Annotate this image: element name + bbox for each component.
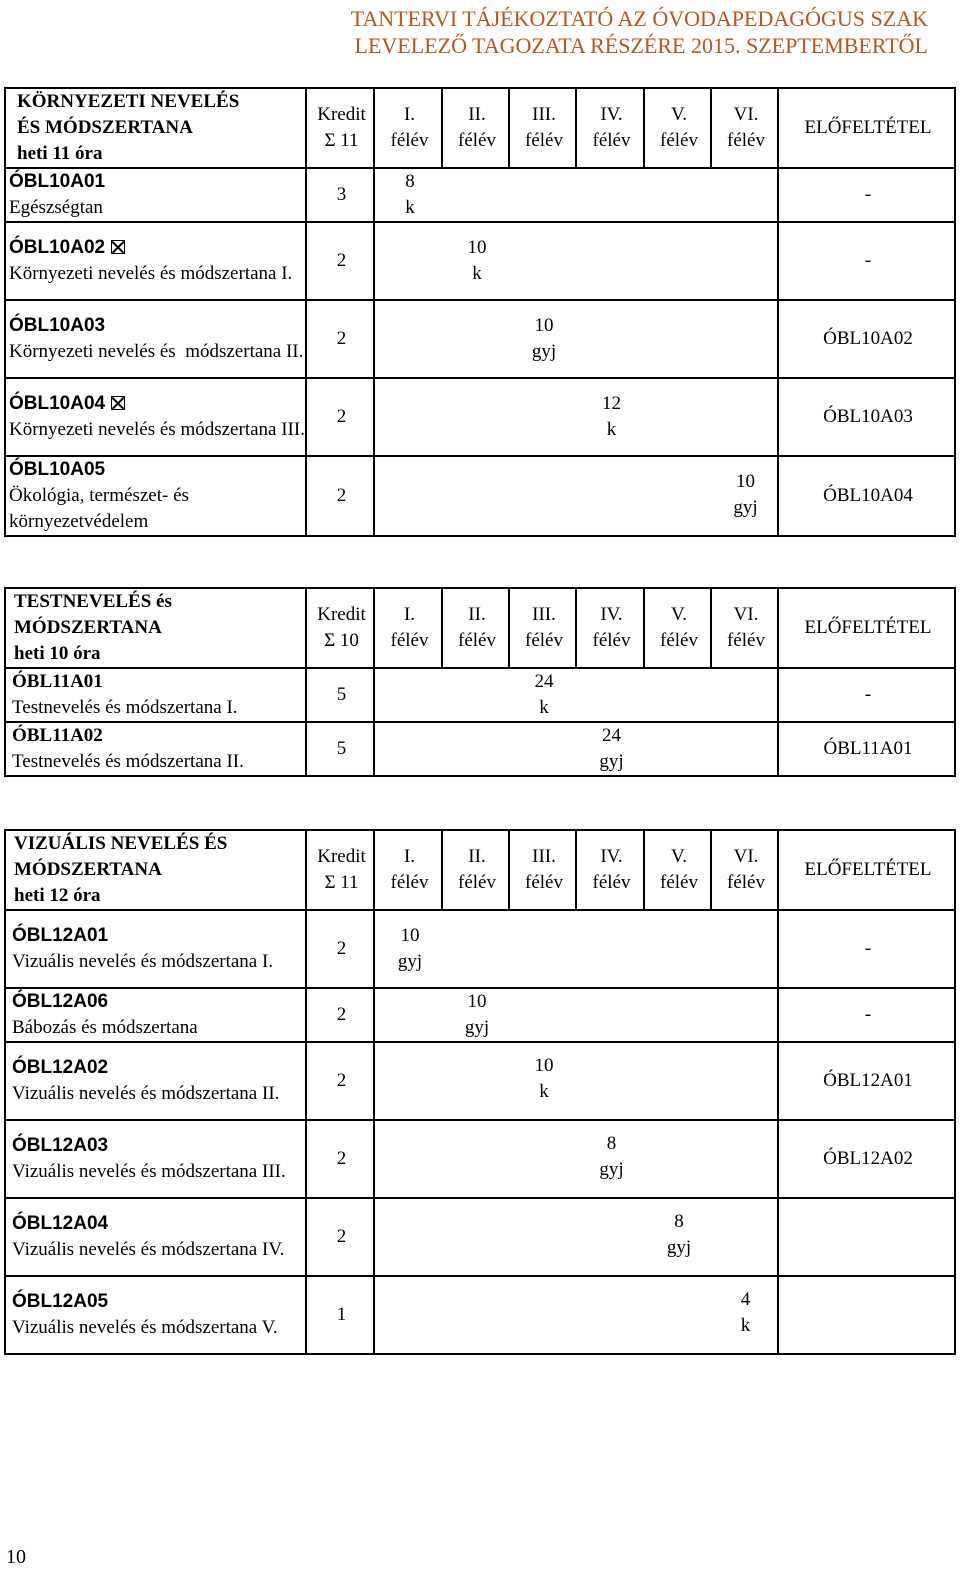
hours-value: 10	[400, 925, 420, 946]
course-code: ÓBL12A02	[12, 1057, 109, 1078]
semester-label: V.	[670, 846, 688, 867]
semester-cell	[711, 300, 778, 378]
semester-cell	[576, 910, 644, 988]
course-title: Vizuális nevelés és módszertana I.	[12, 951, 274, 972]
course-row	[5, 988, 955, 1042]
course-code-text: ÓBL10A02	[9, 237, 106, 258]
semester-cell	[509, 1276, 576, 1354]
felev-label: félév	[458, 130, 496, 151]
semester-cell	[644, 1198, 711, 1276]
course-row	[5, 1120, 955, 1198]
course-row	[5, 300, 955, 378]
course-row	[5, 168, 955, 222]
exam-type: gyj	[531, 341, 557, 362]
semester-cell	[509, 722, 576, 776]
course-code: ÓBL11A01	[12, 671, 103, 692]
semester-header	[576, 830, 644, 910]
felev-label: félév	[592, 872, 631, 893]
felev-label: félév	[727, 872, 765, 893]
kredit-label: Kredit	[317, 604, 366, 625]
kredit-value: 2	[306, 300, 374, 378]
title-line: ÉS MÓDSZERTANA	[17, 117, 193, 138]
prerequisite-header: ELŐFELTÉTEL	[778, 588, 955, 668]
course-code: ÓBL12A06	[12, 991, 109, 1012]
course-row	[5, 378, 955, 456]
semester-cell	[711, 988, 778, 1042]
curriculum-table-visual	[4, 829, 956, 1355]
course-code: ÓBL10A05	[9, 459, 106, 480]
kredit-value: 1	[306, 1276, 374, 1354]
semester-label: I.	[403, 604, 416, 625]
semester-cell	[509, 456, 576, 536]
course-name-cell	[5, 1276, 306, 1354]
prerequisite-value: -	[778, 910, 955, 988]
semester-cell	[442, 1042, 509, 1120]
felev-label: félév	[525, 630, 563, 651]
felev-label: félév	[727, 130, 765, 151]
page-header-line1: TANTERVI TÁJÉKOZTATÓ AZ ÓVODAPEDAGÓGUS SZAK	[350, 6, 928, 31]
hours-value: 24	[602, 725, 621, 746]
semester-cell	[509, 1042, 576, 1120]
semester-cell	[576, 300, 644, 378]
semester-cell	[442, 1198, 509, 1276]
felev-label: félév	[390, 872, 429, 893]
semester-cell	[644, 456, 711, 536]
semester-cell	[442, 300, 509, 378]
semester-cell	[711, 1120, 778, 1198]
semester-cell	[576, 1042, 644, 1120]
felev-label: félév	[458, 872, 496, 893]
course-title: Vizuális nevelés és módszertana II.	[12, 1083, 280, 1104]
semester-cell	[711, 910, 778, 988]
hours-value: 10	[467, 237, 487, 258]
course-name-cell	[5, 722, 306, 776]
course-row	[5, 1276, 955, 1354]
felev-label: félév	[525, 130, 563, 151]
felev-label: félév	[660, 630, 698, 651]
prerequisite-value	[778, 1198, 955, 1276]
hours-value: 8	[606, 1133, 617, 1154]
course-name-cell	[5, 378, 306, 456]
course-code	[9, 391, 305, 417]
semester-label: VI.	[733, 846, 759, 867]
semester-cell	[442, 988, 509, 1042]
course-row	[5, 1198, 955, 1276]
exam-type: k	[539, 1081, 549, 1102]
kredit-value: 2	[306, 910, 374, 988]
course-name-cell	[5, 1120, 306, 1198]
semester-header	[711, 830, 778, 910]
semester-cell	[374, 668, 442, 722]
semester-cell	[442, 722, 509, 776]
prerequisite-value: ÓBL10A03	[778, 378, 955, 456]
semester-header	[509, 830, 576, 910]
semester-cell	[644, 168, 711, 222]
semester-cell	[509, 668, 576, 722]
semester-cell	[442, 168, 509, 222]
semester-cell	[442, 668, 509, 722]
semester-cell	[442, 456, 509, 536]
course-code: ÓBL10A03	[9, 315, 106, 336]
semester-cell	[374, 1276, 442, 1354]
prerequisite-value: ÓBL10A02	[778, 300, 955, 378]
exam-type: gyj	[397, 951, 423, 972]
felev-label: félév	[525, 872, 563, 893]
kredit-header	[306, 88, 374, 168]
semester-cell	[374, 222, 442, 300]
semester-label: IV.	[600, 604, 623, 625]
exam-type: k	[740, 1315, 751, 1336]
title-line: MÓDSZERTANA	[14, 617, 162, 638]
exam-type: k	[606, 419, 617, 440]
semester-cell	[509, 300, 576, 378]
semester-cell	[644, 668, 711, 722]
prerequisite-value: ÓBL11A01	[778, 722, 955, 776]
semester-cell	[374, 722, 442, 776]
course-title: Vizuális nevelés és módszertana IV.	[12, 1239, 285, 1260]
semester-cell	[576, 168, 644, 222]
course-name-cell	[5, 222, 306, 300]
semester-label: I.	[403, 104, 416, 125]
page-header-line2: LEVELEZŐ TAGOZATA RÉSZÉRE 2015. SZEPTEMBERTŐL	[354, 33, 928, 58]
kredit-label: Kredit	[317, 104, 366, 125]
felev-label: félév	[660, 872, 698, 893]
semester-cell	[711, 1276, 778, 1354]
felev-label: félév	[390, 130, 429, 151]
hours-value: 10	[467, 991, 487, 1012]
kredit-sum: Σ 10	[324, 630, 359, 651]
semester-label: III.	[532, 104, 556, 125]
course-row	[5, 222, 955, 300]
semester-header	[442, 88, 509, 168]
hours-value: 10	[736, 471, 755, 492]
kredit-label: Kredit	[317, 846, 366, 867]
semester-cell	[374, 988, 442, 1042]
semester-cell	[509, 1198, 576, 1276]
hours-value: 10	[534, 1055, 554, 1076]
course-title: Bábozás és módszertana	[12, 1017, 198, 1038]
title-line: VIZUÁLIS NEVELÉS ÉS	[14, 833, 228, 854]
semester-cell	[644, 300, 711, 378]
semester-cell	[644, 988, 711, 1042]
semester-cell	[644, 910, 711, 988]
prerequisite-value: -	[778, 668, 955, 722]
semester-header	[374, 88, 442, 168]
kredit-value: 2	[306, 378, 374, 456]
prerequisite-value: ÓBL12A01	[778, 1042, 955, 1120]
kredit-value: 5	[306, 668, 374, 722]
felev-label: félév	[390, 630, 429, 651]
kredit-value: 2	[306, 222, 374, 300]
felev-label: félév	[727, 630, 765, 651]
course-code: ÓBL10A01	[9, 171, 106, 192]
semester-label: II.	[468, 846, 486, 867]
semester-header	[711, 88, 778, 168]
hours-value: 4	[740, 1289, 751, 1310]
course-name-cell	[5, 910, 306, 988]
prerequisite-value: -	[778, 168, 955, 222]
semester-header	[374, 830, 442, 910]
subject-group-title	[5, 588, 306, 668]
semester-cell	[442, 910, 509, 988]
course-title: Vizuális nevelés és módszertana V.	[12, 1317, 278, 1338]
kredit-value: 5	[306, 722, 374, 776]
course-title: Környezeti nevelés és módszertana II.	[9, 341, 304, 362]
prerequisite-value: -	[778, 988, 955, 1042]
semester-cell	[711, 668, 778, 722]
semester-cell	[576, 668, 644, 722]
semester-cell	[711, 456, 778, 536]
title-line: KÖRNYEZETI NEVELÉS	[17, 91, 240, 112]
semester-cell	[576, 456, 644, 536]
course-code: ÓBL12A03	[12, 1135, 109, 1156]
semester-cell	[374, 456, 442, 536]
semester-cell	[576, 722, 644, 776]
semester-cell	[442, 1276, 509, 1354]
semester-cell	[644, 1042, 711, 1120]
semester-cell	[711, 1198, 778, 1276]
semester-label: V.	[670, 604, 688, 625]
checkbox-crossed-icon	[111, 396, 125, 410]
title-line: MÓDSZERTANA	[14, 859, 162, 880]
table-header-row	[5, 588, 955, 668]
kredit-value: 2	[306, 988, 374, 1042]
semester-cell	[509, 222, 576, 300]
semester-cell	[374, 378, 442, 456]
semester-cell	[374, 1198, 442, 1276]
prerequisite-value: ÓBL12A02	[778, 1120, 955, 1198]
prerequisite-value: -	[778, 222, 955, 300]
semester-cell	[374, 300, 442, 378]
semester-label: II.	[468, 604, 486, 625]
semester-header	[576, 88, 644, 168]
page-number: 10	[6, 1546, 26, 1568]
course-name-cell	[5, 668, 306, 722]
hours-value: 8	[405, 171, 415, 192]
semester-cell	[509, 1120, 576, 1198]
semester-cell	[576, 1276, 644, 1354]
exam-type: k	[472, 263, 482, 284]
exam-type: gyj	[464, 1017, 490, 1038]
semester-cell	[711, 168, 778, 222]
course-title: Vizuális nevelés és módszertana III.	[12, 1161, 286, 1182]
course-code	[9, 235, 305, 261]
course-title: Környezeti nevelés és módszertana III.	[9, 419, 305, 440]
curriculum-table-environmental	[4, 87, 956, 537]
semester-cell	[442, 378, 509, 456]
semester-label: V.	[670, 104, 688, 125]
kredit-header	[306, 588, 374, 668]
felev-label: félév	[458, 630, 496, 651]
kredit-value: 2	[306, 1198, 374, 1276]
course-name-cell	[5, 456, 306, 536]
hours-value: 8	[674, 1211, 684, 1232]
hours-value: 12	[602, 393, 621, 414]
semester-cell	[644, 1276, 711, 1354]
felev-label: félév	[660, 130, 698, 151]
semester-header	[509, 588, 576, 668]
semester-cell	[374, 1042, 442, 1120]
semester-label: VI.	[733, 104, 759, 125]
course-title: Testnevelés és módszertana II.	[12, 751, 244, 772]
title-line: heti 10 óra	[14, 643, 101, 664]
title-line: TESTNEVELÉS és	[14, 591, 172, 612]
course-code: ÓBL11A02	[12, 725, 103, 746]
semester-cell	[576, 988, 644, 1042]
semester-cell	[576, 1120, 644, 1198]
semester-cell	[442, 222, 509, 300]
course-name-cell	[5, 300, 306, 378]
course-name-cell	[5, 1042, 306, 1120]
prerequisite-header: ELŐFELTÉTEL	[778, 830, 955, 910]
semester-label: VI.	[733, 604, 759, 625]
prerequisite-value	[778, 1276, 955, 1354]
course-code: ÓBL12A04	[12, 1213, 109, 1234]
prerequisite-value: ÓBL10A04	[778, 456, 955, 536]
semester-header	[644, 588, 711, 668]
exam-type: gyj	[733, 497, 758, 518]
course-code: ÓBL12A01	[12, 925, 109, 946]
checkbox-crossed-icon	[111, 240, 125, 254]
semester-cell	[576, 222, 644, 300]
exam-type: gyj	[599, 751, 624, 772]
semester-cell	[711, 222, 778, 300]
semester-label: I.	[403, 846, 416, 867]
semester-cell	[711, 1042, 778, 1120]
semester-cell	[509, 988, 576, 1042]
course-name-cell	[5, 168, 306, 222]
course-name-cell	[5, 1198, 306, 1276]
prerequisite-header: ELŐFELTÉTEL	[778, 88, 955, 168]
kredit-value: 2	[306, 1042, 374, 1120]
table-header-row	[5, 830, 955, 910]
semester-cell	[711, 722, 778, 776]
course-title: Egészségtan	[9, 197, 103, 218]
felev-label: félév	[592, 130, 631, 151]
semester-header	[374, 588, 442, 668]
course-title: Környezeti nevelés és módszertana I.	[9, 263, 293, 284]
semester-header	[576, 588, 644, 668]
course-title: Ökológia, természet- és környezetvédelem	[9, 485, 189, 532]
semester-cell	[509, 168, 576, 222]
felev-label: félév	[592, 630, 631, 651]
semester-cell	[576, 1198, 644, 1276]
kredit-sum: Σ 11	[324, 872, 359, 893]
exam-type: gyj	[599, 1159, 624, 1180]
semester-label: IV.	[600, 846, 623, 867]
semester-label: III.	[532, 846, 556, 867]
course-code-text: ÓBL10A04	[9, 393, 106, 414]
kredit-value: 2	[306, 1120, 374, 1198]
semester-header	[644, 88, 711, 168]
semester-cell	[509, 378, 576, 456]
semester-label: IV.	[600, 104, 623, 125]
exam-type: gyj	[666, 1237, 692, 1258]
course-row	[5, 722, 955, 776]
title-line: heti 11 óra	[17, 143, 103, 164]
kredit-value: 2	[306, 456, 374, 536]
hours-value: 24	[534, 671, 554, 692]
semester-header	[442, 588, 509, 668]
course-name-cell	[5, 988, 306, 1042]
course-code: ÓBL12A05	[12, 1291, 109, 1312]
table-header-row	[5, 88, 955, 168]
semester-label: III.	[532, 604, 556, 625]
kredit-value: 3	[306, 168, 374, 222]
semester-cell	[374, 910, 442, 988]
hours-value: 10	[534, 315, 554, 336]
semester-header	[442, 830, 509, 910]
semester-cell	[711, 378, 778, 456]
course-title: Testnevelés és módszertana I.	[12, 697, 238, 718]
semester-cell	[644, 1120, 711, 1198]
course-row	[5, 910, 955, 988]
semester-cell	[576, 378, 644, 456]
subject-group-title	[5, 830, 306, 910]
semester-cell	[442, 1120, 509, 1198]
semester-cell	[509, 910, 576, 988]
course-row	[5, 1042, 955, 1120]
semester-header	[509, 88, 576, 168]
semester-cell	[374, 168, 442, 222]
kredit-header	[306, 830, 374, 910]
course-row	[5, 668, 955, 722]
course-row	[5, 456, 955, 536]
semester-label: II.	[468, 104, 486, 125]
semester-cell	[644, 222, 711, 300]
curriculum-table-pe	[4, 587, 956, 777]
exam-type: k	[539, 697, 549, 718]
semester-cell	[374, 1120, 442, 1198]
subject-group-title	[5, 88, 306, 168]
semester-cell	[644, 722, 711, 776]
exam-type: k	[405, 197, 415, 218]
kredit-sum: Σ 11	[324, 130, 359, 151]
semester-header	[711, 588, 778, 668]
semester-cell	[644, 378, 711, 456]
title-line: heti 12 óra	[14, 885, 101, 906]
semester-header	[644, 830, 711, 910]
